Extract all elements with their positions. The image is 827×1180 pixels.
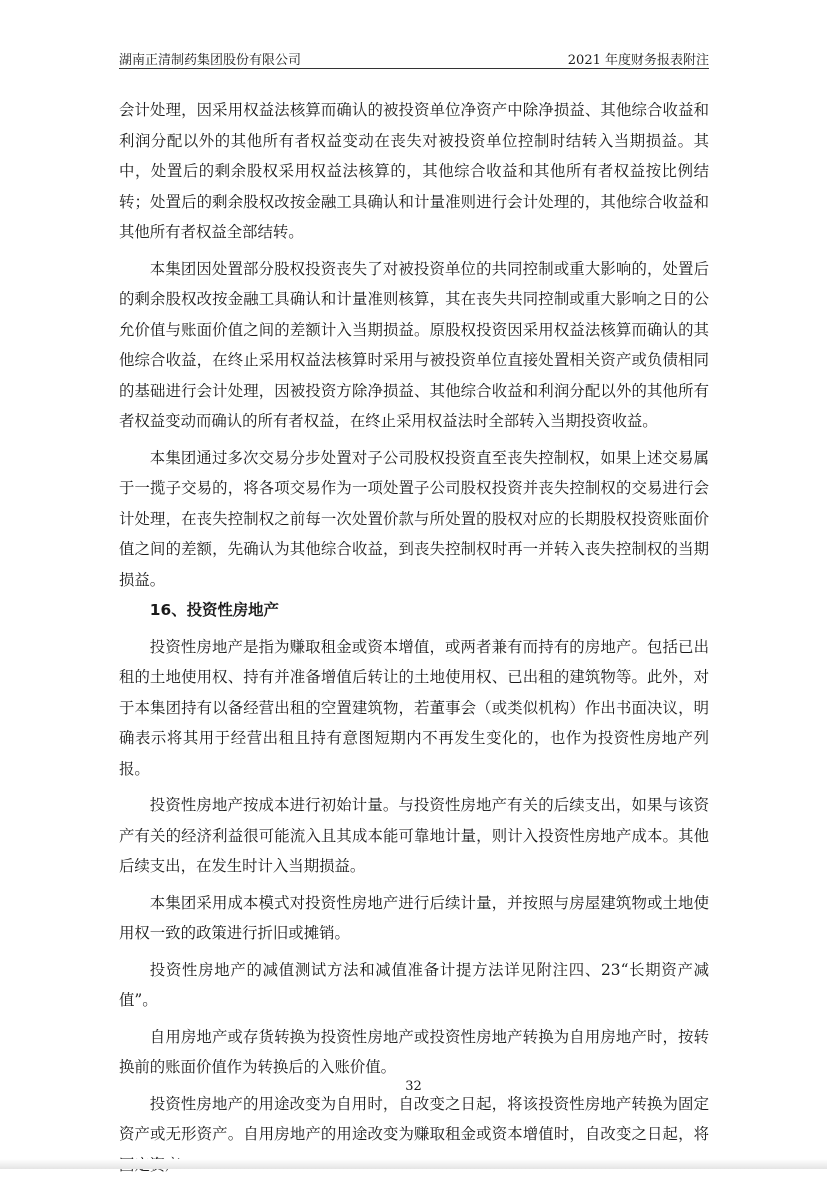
section-heading: 16、投资性房地产 bbox=[119, 595, 709, 626]
paragraph: 投资性房地产按成本进行初始计量。与投资性房地产有关的后续支出，如果与该资产有关的经济利益很可能流入且其成本能可靠地计量，则计入投资性房地产成本。其他后续支出，在发生时计入当期损益。 bbox=[119, 790, 709, 882]
paragraph: 本集团因处置部分股权投资丧失了对被投资单位的共同控制或重大影响的，处置后的剩余股权改按金融工具确认和计量准则核算，其在丧失共同控制或重大影响之日的公允价值与账面价值之间的差额计入当期损益。原股权投资因采用权益法核算而确认的其他综合收益，在终止采用权益法核算时采用与被投资单位直接处置相关资产或负债相同的基础进行会计处理，因被投资方除净损益、其他综合收益和利润分配以外的其他所有者权益变动而确认的所有者权益，在终止采用权益法时全部转入当期投资收益。 bbox=[119, 254, 709, 437]
header-company-name: 湖南正清制药集团股份有限公司 bbox=[119, 49, 301, 68]
paragraph: 投资性房地产的用途改变为自用时，自改变之日起，将该投资性房地产转换为固定资产或无形资产。自用房地产的用途改变为赚取租金或资本增值时，自改变之日起，将 bbox=[119, 1089, 709, 1180]
paragraph: 会计处理，因采用权益法核算而确认的被投资单位净资产中除净损益、其他综合收益和利润分配以外的其他所有者权益变动在丧失对被投资单位控制时结转入当期损益。其中，处置后的剩余股权采用权益法核算的，其他综合收益和其他所有者权益按比例结转；处置后的剩余股权改按金融工具确认和计量准则进行会计处理的，其他综合收益和其他所有者权益全部结转。 bbox=[119, 95, 709, 248]
header-report-title: 2021 年度财务报表附注 bbox=[568, 49, 709, 68]
paragraph: 本集团通过多次交易分步处置对子公司股权投资直至丧失控制权，如果上述交易属于一揽子交易的，将各项交易作为一项处置子公司股权投资并丧失控制权的交易进行会计处理，在丧失控制权之前每一次处置价款与所处置的股权对应的长期股权投资账面价值之间的差额，先确认为其他综合收益，到丧失控制权时再一并转入丧失控制权的当期损益。 bbox=[119, 443, 709, 596]
page-number: 32 bbox=[0, 1079, 827, 1094]
paragraph: 投资性房地产是指为赚取租金或资本增值，或两者兼有而持有的房地产。包括已出租的土地使用权、持有并准备增值后转让的土地使用权、已出租的建筑物等。此外，对于本集团持有以备经营出租的空置建筑物，若董事会（或类似机构）作出书面决议，明确表示将其用于经营出租且持有意图短期内不再发生变化的，也作为投资性房地产列报。 bbox=[119, 632, 709, 785]
document-body bbox=[119, 95, 709, 1180]
page-header bbox=[119, 46, 709, 69]
scan-edge-shadow bbox=[0, 1159, 827, 1169]
paragraph: 本集团采用成本模式对投资性房地产进行后续计量，并按照与房屋建筑物或土地使用权一致的政策进行折旧或摊销。 bbox=[119, 888, 709, 949]
paragraph: 投资性房地产的减值测试方法和减值准备计提方法详见附注四、23“长期资产减值”。 bbox=[119, 955, 709, 1016]
paragraph: 自用房地产或存货转换为投资性房地产或投资性房地产转换为自用房地产时，按转换前的账面价值作为转换后的入账价值。 bbox=[119, 1022, 709, 1083]
